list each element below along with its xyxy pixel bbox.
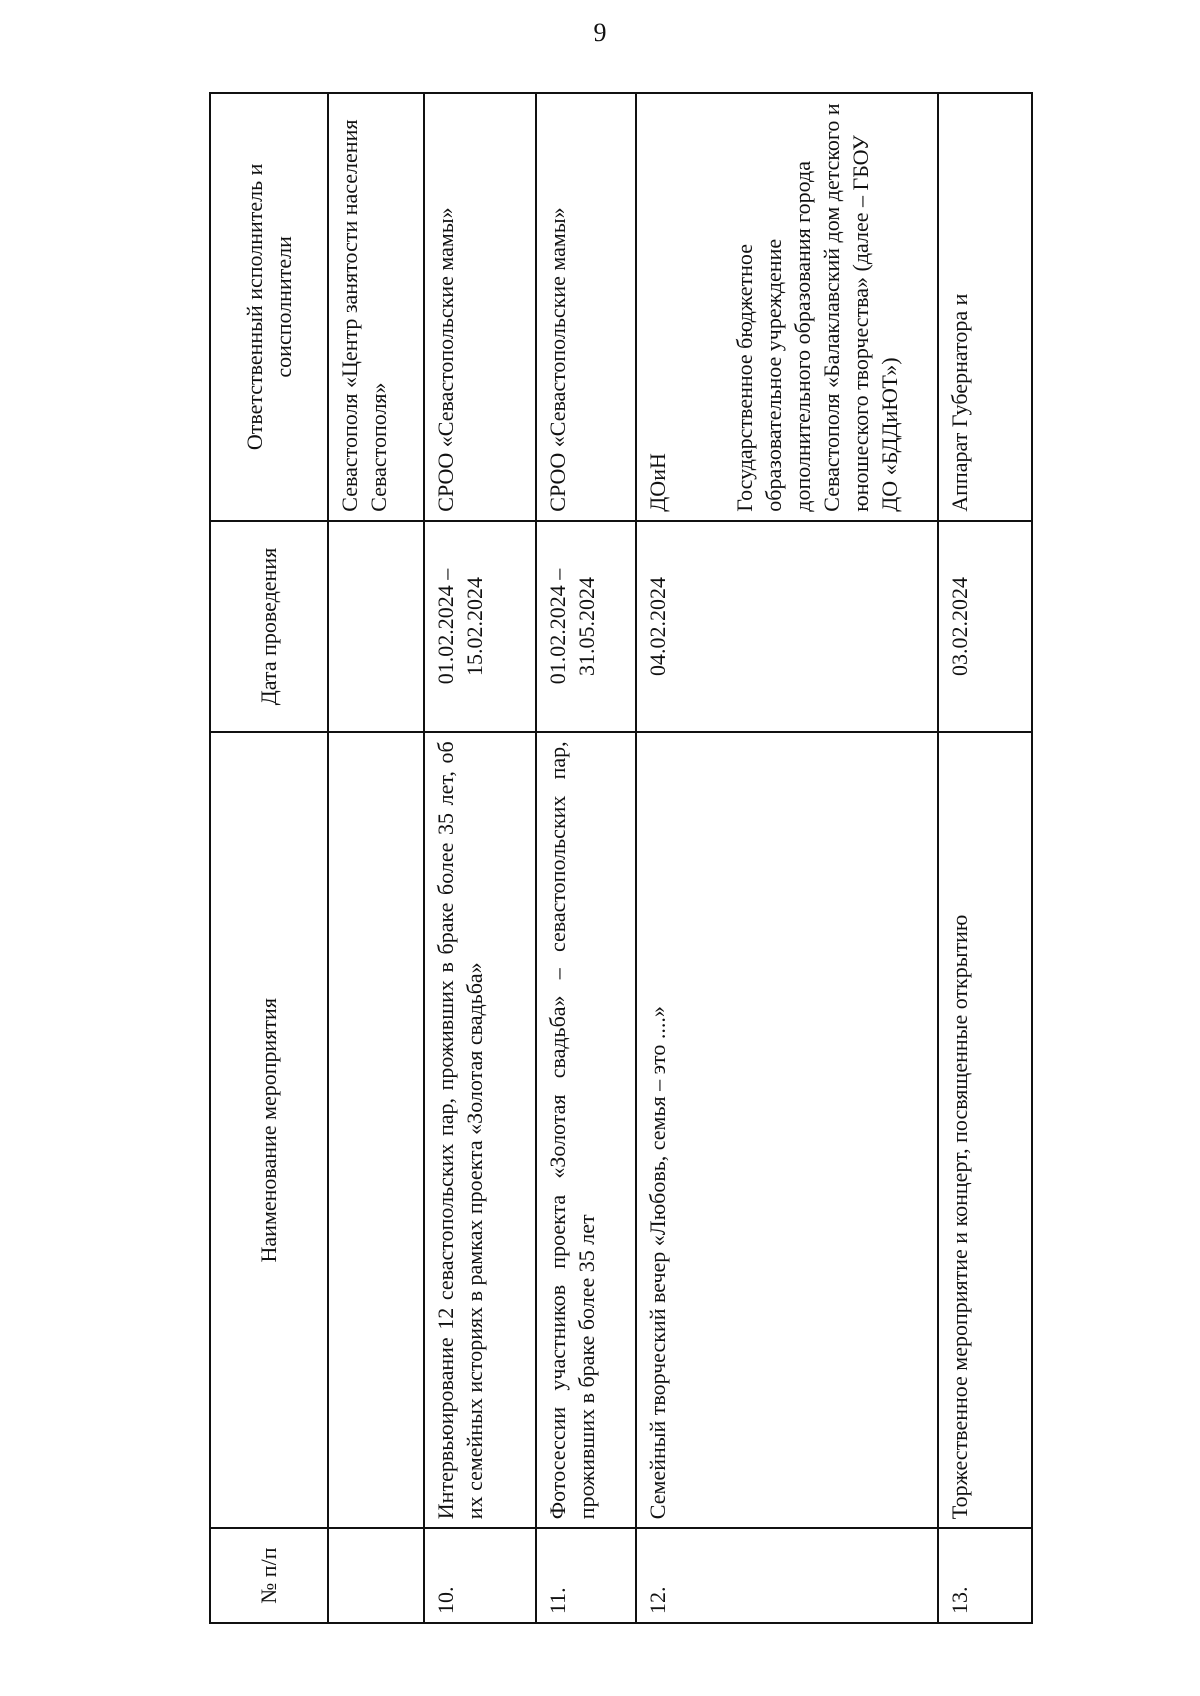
table-row	[938, 93, 1032, 1623]
cell-responsible: Севастополя «Центр занятости населения Севастополя»	[328, 93, 424, 521]
responsible-gap	[672, 102, 730, 512]
table-row	[636, 93, 938, 1623]
cell-date: 01.02.2024 – 15.02.2024	[424, 521, 536, 733]
cell-name: Интервьюирование 12 севастопольских пар, проживших в браке более 35 лет, об их семейных историях в рамках проекта «Золотая свадьба»	[424, 732, 536, 1528]
responsible-extra: Государственное бюджетное образовательное учреждение дополнительного образования города Севастополя «Балаклавский дом детского и юношеского творчества» (далее – ГБОУ ДО «БДДиЮТ»)	[732, 103, 903, 512]
events-table-rotated	[209, 92, 1033, 1624]
header-name: Наименование мероприятия	[210, 732, 328, 1528]
cell-responsible	[636, 93, 938, 521]
cell-date	[328, 521, 424, 733]
header-num: № п/п	[210, 1528, 328, 1623]
header-date: Дата проведения	[210, 521, 328, 733]
events-table-area	[209, 92, 1033, 1624]
table-row	[536, 93, 636, 1623]
cell-responsible: Аппарат Губернатора и	[938, 93, 1032, 521]
responsible-main: ДОиН	[645, 453, 670, 512]
events-table	[209, 92, 1033, 1624]
cell-name	[328, 732, 424, 1528]
cell-responsible: СРОО «Севастопольские мамы»	[424, 93, 536, 521]
cell-num: 12.	[636, 1528, 938, 1623]
cell-responsible: СРОО «Севастопольские мамы»	[536, 93, 636, 521]
table-row-continuation	[328, 93, 424, 1623]
page-number: 9	[593, 18, 607, 47]
cell-name: Фотосессии участников проекта «Золотая свадьба» – севастопольских пар, проживших в браке более 35 лет	[536, 732, 636, 1528]
cell-name: Семейный творческий вечер «Любовь, семья – это ....»	[636, 732, 938, 1528]
cell-num: 13.	[938, 1528, 1032, 1623]
cell-num: 11.	[536, 1528, 636, 1623]
table-row	[424, 93, 536, 1623]
cell-num: 10.	[424, 1528, 536, 1623]
header-responsible: Ответственный исполнитель и соисполнители	[210, 93, 328, 521]
cell-num	[328, 1528, 424, 1623]
cell-date: 01.02.2024 – 31.05.2024	[536, 521, 636, 733]
cell-name: Торжественное мероприятие и концерт, посвященные открытию	[938, 732, 1032, 1528]
cell-date: 04.02.2024	[636, 521, 938, 733]
table-header-row	[210, 93, 328, 1623]
cell-date: 03.02.2024	[938, 521, 1032, 733]
